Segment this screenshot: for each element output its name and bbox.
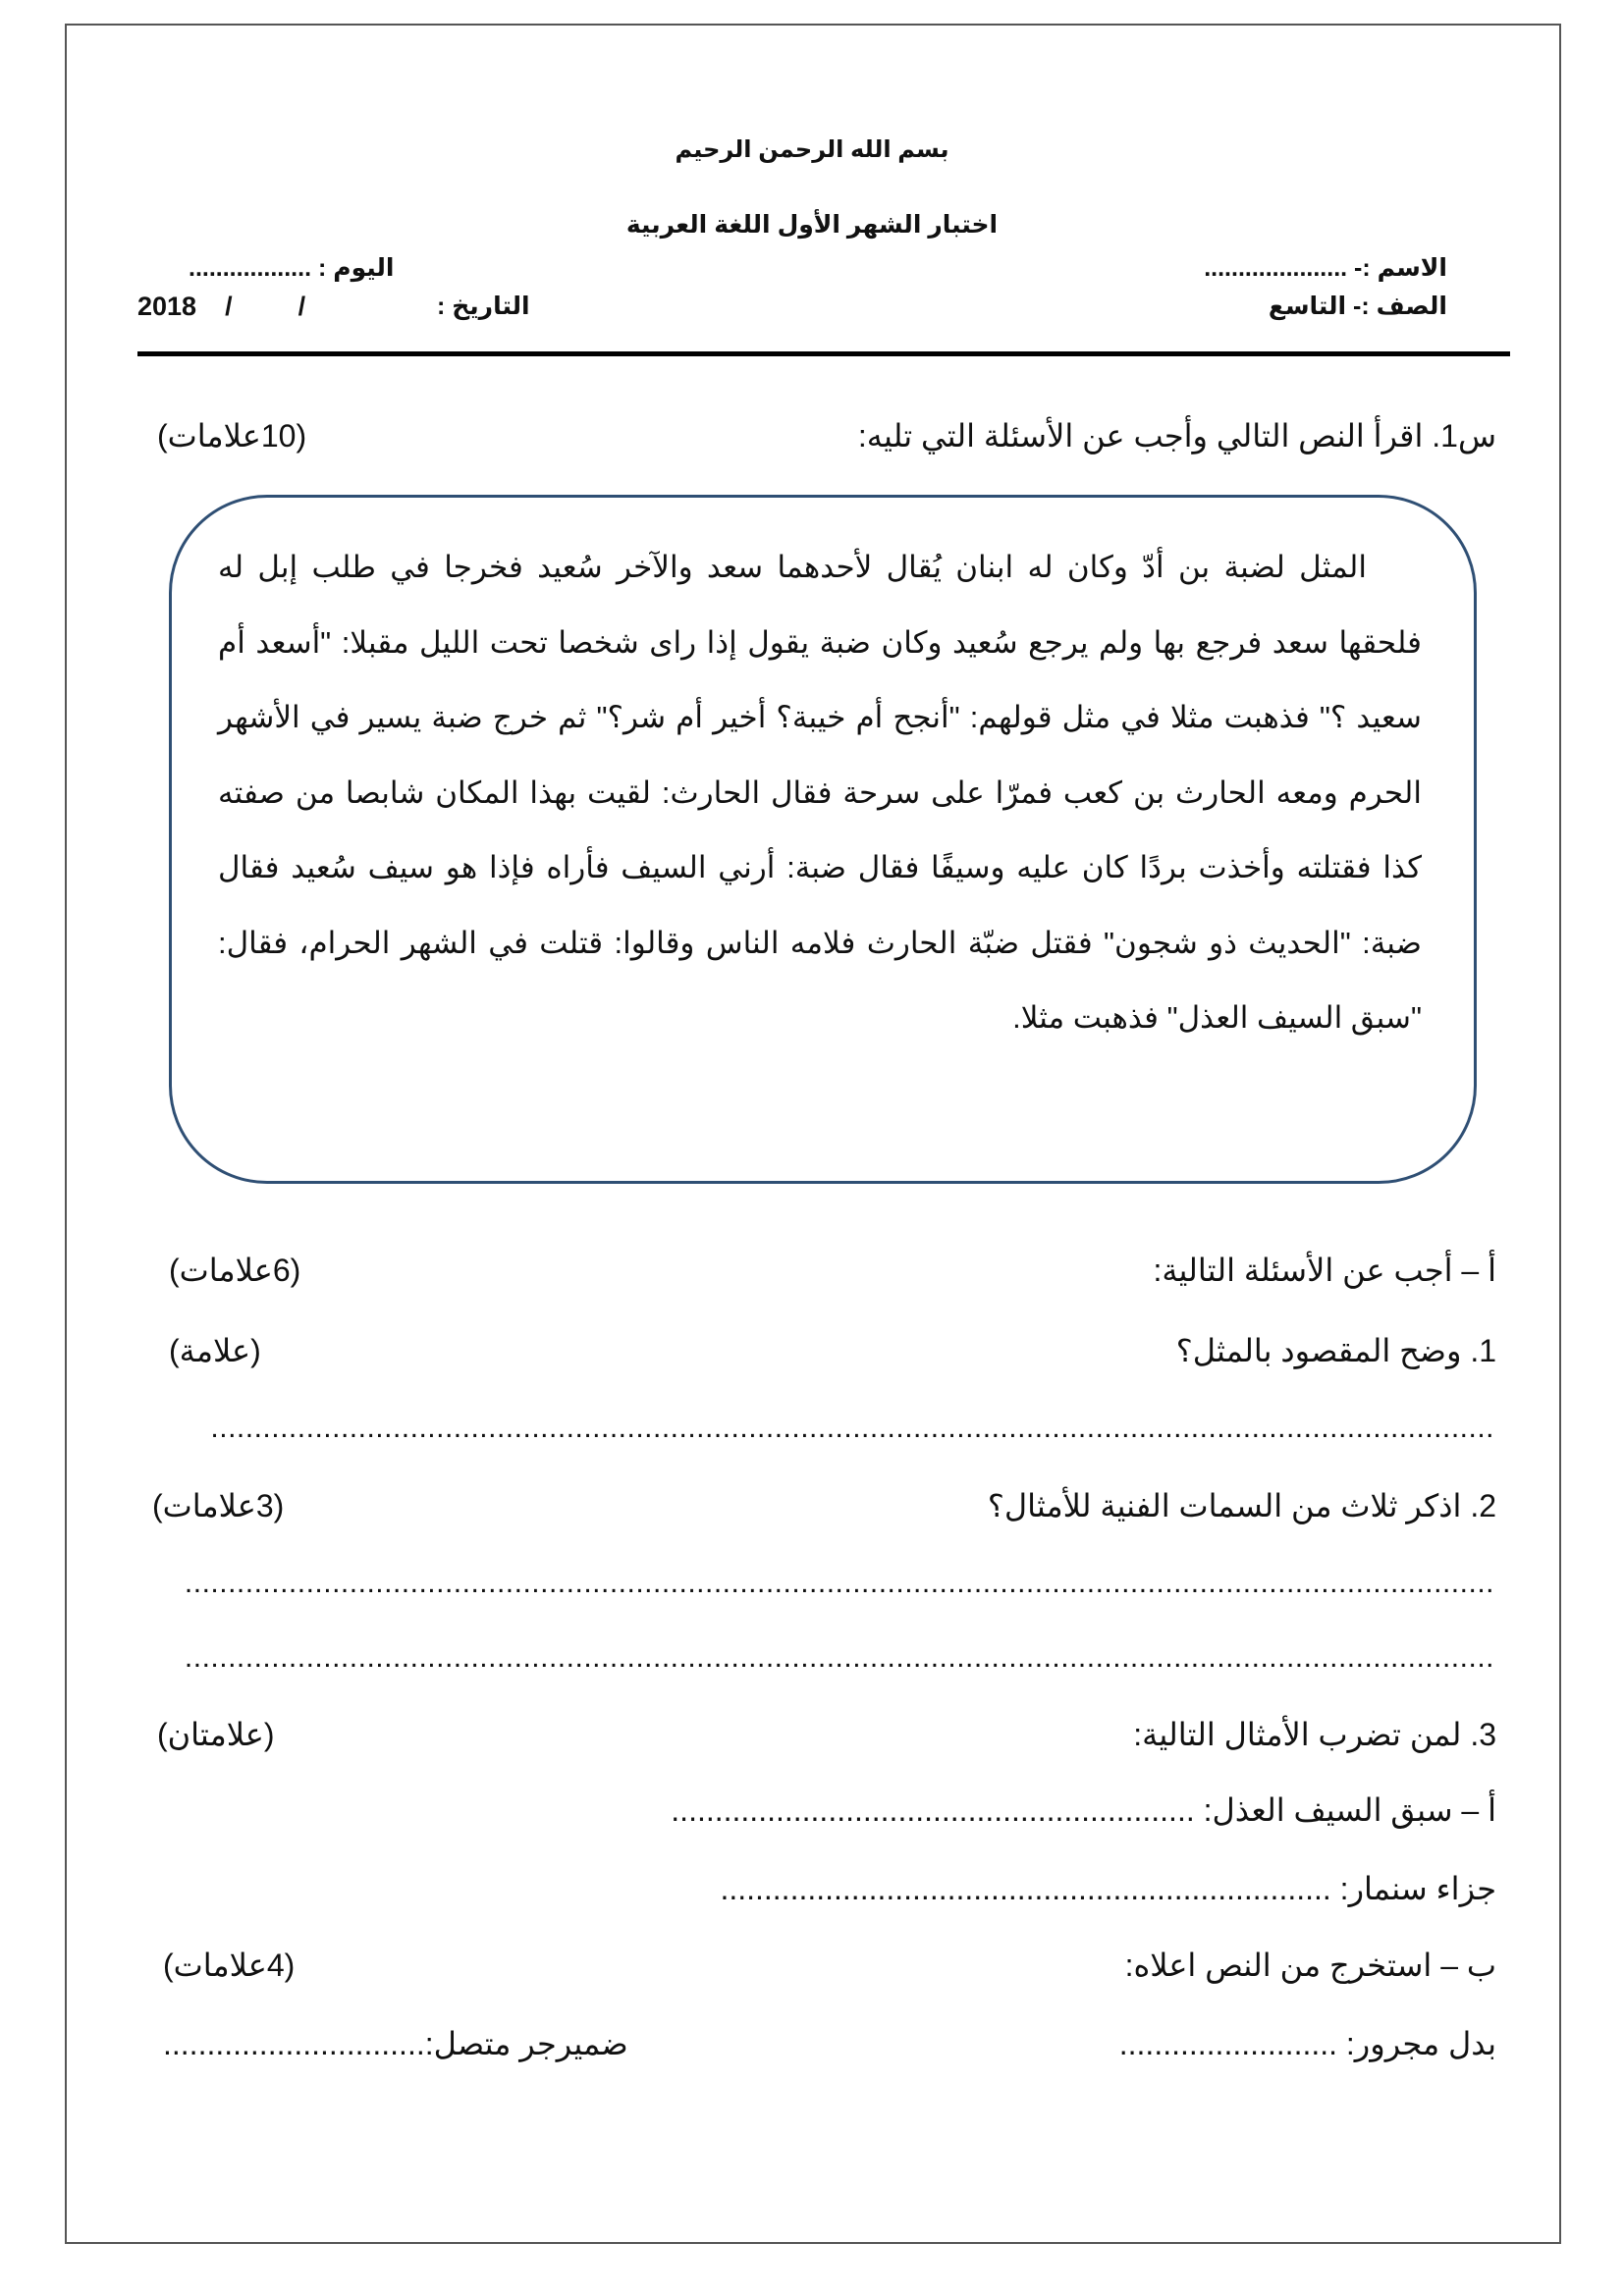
item-3-marks: (علامتان) bbox=[157, 1717, 275, 1752]
section-a-label: أ – أجب عن الأسئلة التالية: bbox=[1153, 1253, 1496, 1288]
answer-line[interactable]: ....................................................................................................................................................... bbox=[184, 1567, 1494, 1599]
day-field: اليوم : .................. bbox=[189, 254, 395, 282]
item-1-marks: (علامة) bbox=[169, 1333, 261, 1368]
date-field bbox=[137, 292, 305, 322]
badal-answer[interactable]: بدل مجرور: ......................... bbox=[1118, 2026, 1496, 2061]
answer-line[interactable]: ....................................................................................................................................................... bbox=[184, 1641, 1494, 1674]
date-year: 2018 bbox=[137, 292, 197, 321]
item-1-question: 1. وضح المقصود بالمثل؟ bbox=[1175, 1333, 1496, 1368]
item-2-question: 2. اذكر ثلاث من السمات الفنية للأمثال؟ bbox=[987, 1488, 1496, 1523]
proverb-2-answer[interactable]: جزاء سنمار: ...................................................................... bbox=[720, 1871, 1496, 1906]
exam-title: اختبار الشهر الأول اللغة العربية bbox=[625, 211, 999, 239]
date-label: التاريخ : bbox=[437, 293, 530, 320]
damir-answer[interactable]: ضميرجر متصل:.............................. bbox=[163, 2026, 628, 2061]
header-divider bbox=[137, 351, 1510, 356]
section-b-marks: (4علامات) bbox=[163, 1948, 296, 1983]
date-slash: / bbox=[225, 292, 233, 321]
item-2-marks: (3علامات) bbox=[152, 1488, 285, 1523]
student-class: الصف :- التاسع bbox=[1268, 293, 1447, 320]
section-a-marks: (6علامات) bbox=[169, 1253, 301, 1288]
question-1-marks: (10علامات) bbox=[157, 418, 307, 454]
student-name-field: الاسم :- ..................... bbox=[1204, 254, 1447, 282]
question-1-label: س1. اقرأ النص التالي وأجب عن الأسئلة التي تليه: bbox=[857, 418, 1496, 454]
basmala: بسم الله الرحمن الرحيم bbox=[675, 136, 949, 163]
item-3-question: 3. لمن تضرب الأمثال التالية: bbox=[1133, 1717, 1496, 1752]
reading-passage: المثل لضبة بن أدّ وكان له ابنان يُقال لأحدهما سعد والآخر سُعيد فخرجا في طلب إبل له فلحقها سعد فرجع بها ولم يرجع سُعيد وكان ضبة يقول إذا راى شخصا تحت الليل مقبلا: "أسعد أم سعيد ؟" فذهبت مثلا في مثل قولهم: "أنجح أم خيبة؟ أخير أم شر؟" ثم خرج ضبة يسير في الأشهر الحرم ومعه الحارث بن كعب فمرّا على سرحة فقال الحارث: لقيت بهذا المكان شابصا من صفته كذا فقتلته وأخذت بردًا كان عليه وسيفًا فقال ضبة: أرني السيف فأراه فإذا هو سيف سُعيد فقال ضبة: "الحديث ذو شجون" فقتل ضبّة الحارث فلامه الناس وقالوا: قتلت في الشهر الحرام، فقال: "سبق السيف العذل" فذهبت مثلا. bbox=[218, 550, 1422, 1035]
answer-line[interactable]: .................................................................................................................................................... bbox=[210, 1412, 1494, 1444]
proverb-1-answer[interactable]: أ – سبق السيف العذل: ............................................................ bbox=[671, 1792, 1496, 1828]
date-slash: / bbox=[298, 292, 306, 321]
section-b-label: ب – استخرج من النص اعلاه: bbox=[1124, 1948, 1496, 1983]
